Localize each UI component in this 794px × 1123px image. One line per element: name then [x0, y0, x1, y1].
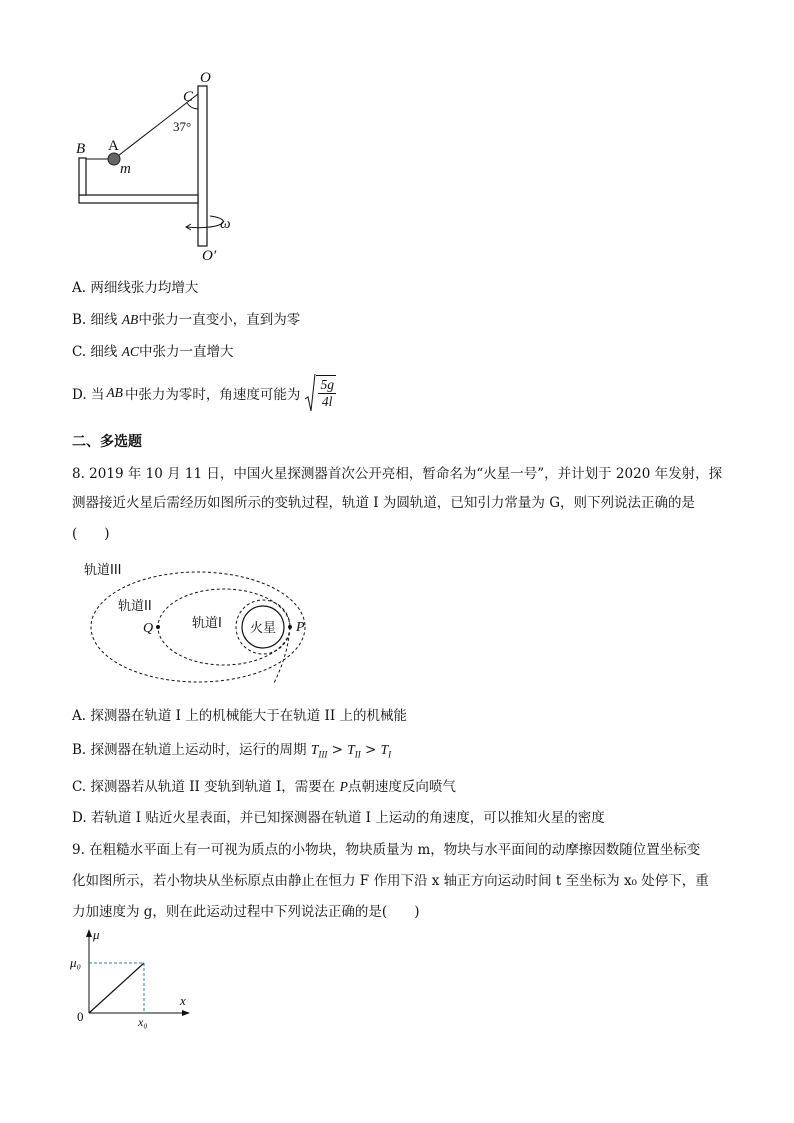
label-origin: 0	[77, 1009, 84, 1024]
period-t1: $T_I$	[380, 742, 392, 760]
q7-option-d-post: 中张力为零时，角速度可能为	[124, 387, 301, 403]
orbit-ii-label: 轨道II	[118, 599, 152, 614]
label-mu: μ	[93, 927, 100, 942]
q7-option-d-pre: D. 当	[72, 387, 105, 403]
q8-option-c-pre: C. 探测器若从轨道 II 变轨到轨道 I，需要在	[72, 779, 336, 795]
q8-option-d: D. 若轨道 I 贴近火星表面，并已知探测器在轨道 I 上运动的角速度，可以推知火星的密度	[72, 810, 605, 826]
left-upright	[79, 158, 86, 195]
label-c: C	[183, 89, 194, 105]
period-t2: $T_{II}$	[347, 742, 361, 760]
q7-option-b	[72, 308, 300, 328]
horizontal-arm	[79, 195, 198, 203]
fraction-numerator: 5g	[320, 377, 334, 392]
q7-option-d	[72, 373, 336, 413]
q9-stem-line2: 化如图所示，若小物块从坐标原点由静止在恒力 F 作用下沿 x 轴正方向运动时间 t 至坐标为 x₀ 处停下，重	[72, 873, 709, 889]
q8-stem-line2: 测器接近火星后需经历如图所示的变轨过程，轨道 I 为圆轨道，已知引力常量为 G，则下列说法正确的是	[72, 495, 695, 511]
label-m: m	[120, 161, 131, 177]
label-mu0: μ₀	[70, 955, 82, 970]
point-q	[156, 625, 160, 629]
orbit-iii-label: 轨道III	[84, 563, 122, 578]
q8-option-b-pre: B. 探测器在轨道上运动时，运行的周期	[72, 742, 307, 758]
label-o: O	[200, 70, 211, 86]
ball	[108, 153, 120, 165]
sqrt-expression	[304, 373, 336, 413]
q7-option-d-var: AB	[106, 385, 123, 400]
q9-stem-line3: 力加速度为 g，则在此运动过程中下列说法正确的是( )	[72, 904, 420, 920]
figure-mu-x-graph	[68, 925, 208, 1030]
q8-option-a: A. 探测器在轨道 I 上的机械能大于在轨道 II 上的机械能	[72, 708, 407, 724]
gt-sign-2: >	[365, 742, 377, 758]
q9-stem-line1: 9. 在粗糙水平面上有一可视为质点的小物块，物块质量为 m，物块与水平面间的动摩擦因数随位置坐标变	[72, 842, 701, 858]
label-omega: ω	[220, 216, 231, 232]
q7-option-b-pre: B. 细线	[72, 312, 118, 328]
q7-option-c	[72, 340, 234, 360]
q8-option-b	[72, 738, 391, 760]
q8-option-c-var: P	[339, 779, 348, 794]
orbit-i-label: 轨道I	[192, 616, 222, 631]
vertical-rod	[198, 86, 207, 246]
label-x: x	[180, 993, 186, 1008]
q7-option-c-post: 中张力一直增大	[139, 344, 234, 360]
label-o-prime: O′	[202, 248, 217, 264]
figure-rotating-frame	[60, 60, 260, 270]
q8-stem-line3: ( )	[72, 526, 110, 542]
q7-option-a	[72, 276, 198, 296]
period-t3: $T_{III}$	[310, 742, 328, 760]
q8-stem-line1: 8. 2019 年 10 月 11 日，中国火星探测器首次公开亮相，暂命名为“火星一号”，并计划于 2020 年发射，探	[72, 466, 723, 482]
section-title: 二、多选题	[72, 434, 142, 450]
x-axis-arrow	[182, 1010, 190, 1016]
q7-option-b-var: AB	[121, 312, 139, 327]
label-b: B	[76, 141, 86, 157]
fraction-denominator: 4l	[321, 394, 333, 409]
gt-sign-1: >	[331, 742, 343, 758]
q7-option-c-var: AC	[121, 344, 139, 359]
mars-label: 火星	[250, 621, 277, 636]
label-a: A	[108, 138, 119, 154]
q8-option-c-post: 点朝速度反向喷气	[347, 779, 456, 795]
q7-option-a-text: A. 两细线张力均增大	[72, 280, 199, 296]
y-axis-arrow	[86, 929, 92, 937]
radical-sign	[304, 373, 316, 413]
q8-option-c	[72, 775, 456, 795]
fraction	[318, 377, 336, 410]
figure-orbits	[70, 555, 330, 700]
label-q: Q	[143, 621, 154, 636]
label-x0: x₀	[138, 1015, 148, 1029]
point-p	[288, 625, 292, 629]
q7-option-c-pre: C. 细线	[72, 344, 118, 360]
mu-line	[89, 963, 144, 1013]
label-angle: 37°	[173, 119, 192, 134]
q7-option-b-post: 中张力一直变小，直到为零	[138, 312, 301, 328]
label-p: P	[296, 620, 305, 635]
